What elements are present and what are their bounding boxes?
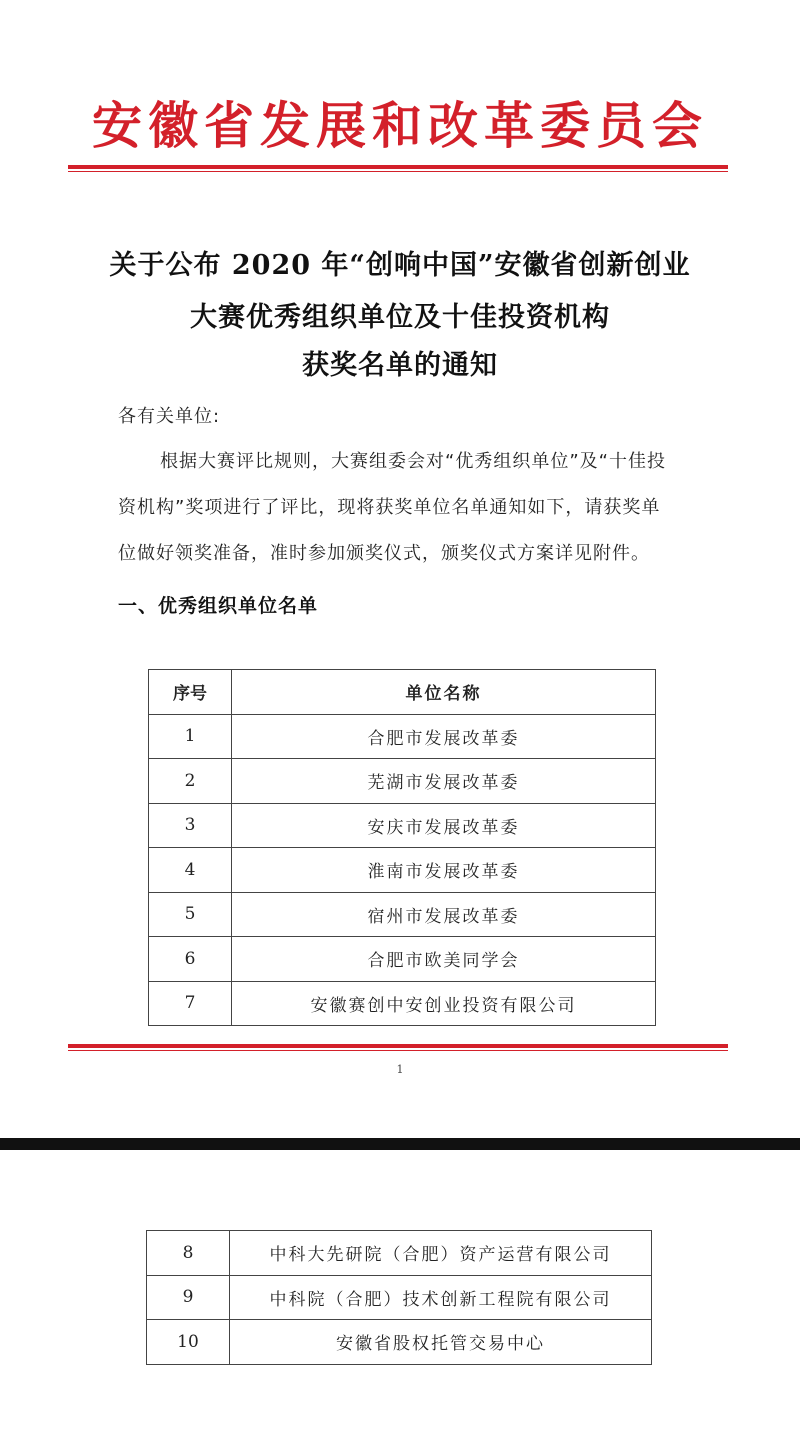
issuing-organization-header: 安徽省发展和改革委员会: [92, 96, 708, 155]
table-row: [149, 981, 656, 1026]
footer-red-divider: [68, 1044, 728, 1048]
document-title-line-2: 大赛优秀组织单位及十佳投资机构: [190, 302, 610, 333]
row-number: 6: [149, 937, 232, 982]
award-table-part-1: [148, 669, 656, 1026]
row-unit-name: 中科大先研院（合肥）资产运营有限公司: [230, 1231, 652, 1276]
row-unit-name: 安庆市发展改革委: [232, 803, 656, 848]
section-heading: 一、优秀组织单位名单: [118, 595, 319, 617]
row-number: 2: [149, 759, 232, 804]
page-number: 1: [396, 1063, 404, 1076]
row-number: 9: [147, 1275, 230, 1320]
table-header-row: [149, 670, 656, 715]
row-unit-name: 中科院（合肥）技术创新工程院有限公司: [230, 1275, 652, 1320]
table-row: [147, 1275, 652, 1320]
table-row: [149, 714, 656, 759]
column-header-number: 序号: [149, 670, 232, 715]
table-row: [149, 848, 656, 893]
body-paragraph-line-1: 根据大赛评比规则，大赛组委会对“优秀组织单位”及“十佳投: [160, 451, 666, 472]
table-row: [149, 937, 656, 982]
table-row: [149, 803, 656, 848]
row-number: 10: [147, 1320, 230, 1365]
row-number: 7: [149, 981, 232, 1026]
row-unit-name: 安徽赛创中安创业投资有限公司: [232, 981, 656, 1026]
table-row: [149, 892, 656, 937]
header-red-divider: [68, 165, 728, 169]
row-unit-name: 芜湖市发展改革委: [232, 759, 656, 804]
row-number: 5: [149, 892, 232, 937]
body-paragraph-line-3: 位做好领奖准备，准时参加颁奖仪式，颁奖仪式方案详见附件。: [118, 543, 650, 564]
row-unit-name: 宿州市发展改革委: [232, 892, 656, 937]
row-unit-name: 安徽省股权托管交易中心: [230, 1320, 652, 1365]
row-unit-name: 合肥市发展改革委: [232, 714, 656, 759]
row-unit-name: 合肥市欧美同学会: [232, 937, 656, 982]
column-header-name: 单位名称: [232, 670, 656, 715]
page-separator: [0, 1138, 800, 1150]
row-unit-name: 淮南市发展改革委: [232, 848, 656, 893]
row-number: 4: [149, 848, 232, 893]
body-paragraph-line-2: 资机构”奖项进行了评比，现将获奖单位名单通知如下，请获奖单: [118, 497, 661, 518]
salutation: 各有关单位:: [118, 406, 221, 427]
table-row: [147, 1320, 652, 1365]
document-title-line-1: 关于公布 2020 年“创响中国”安徽省创新创业: [109, 250, 691, 281]
award-table-part-2: [146, 1230, 652, 1365]
row-number: 3: [149, 803, 232, 848]
table-row: [147, 1231, 652, 1276]
document-title-line-3: 获奖名单的通知: [302, 350, 498, 381]
table-row: [149, 759, 656, 804]
row-number: 1: [149, 714, 232, 759]
row-number: 8: [147, 1231, 230, 1276]
document-page-2: [0, 1150, 800, 1430]
